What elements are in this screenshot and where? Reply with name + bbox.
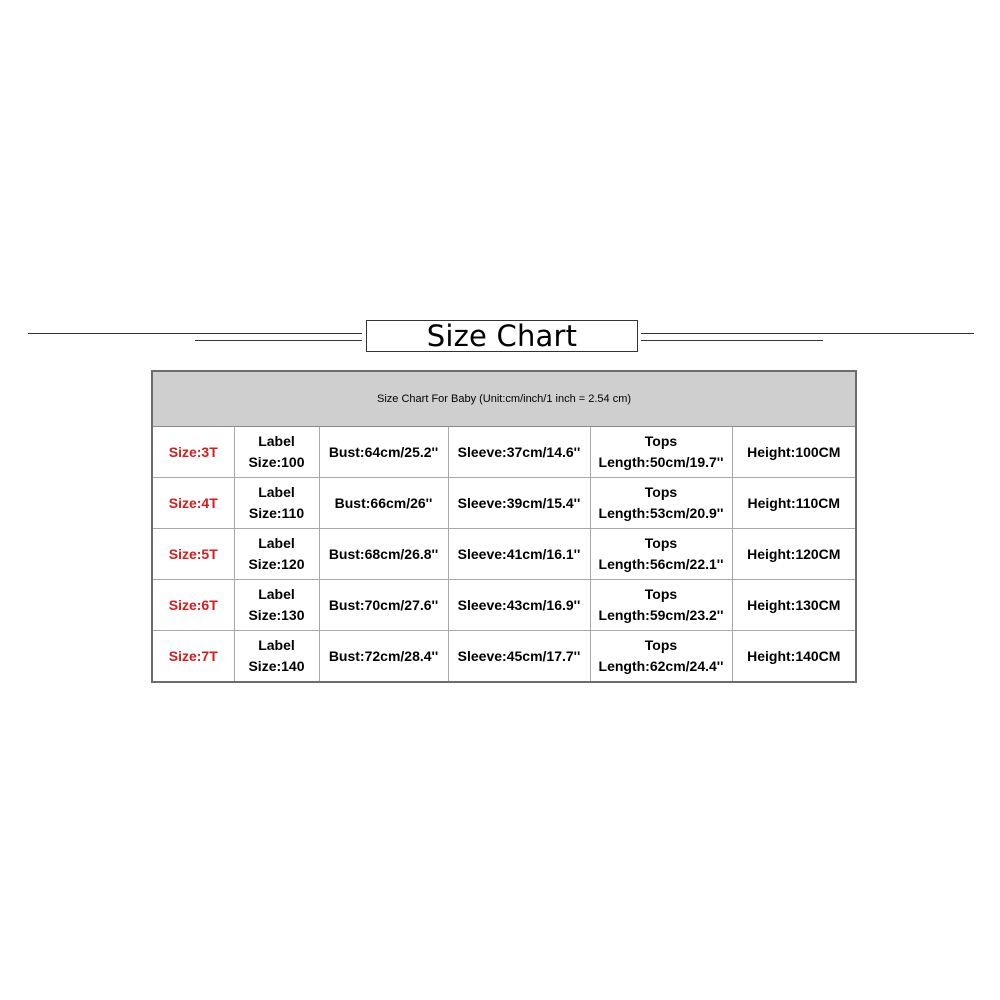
- bust-cell: Bust:66cm/26'': [319, 478, 448, 529]
- size-chart-banner: [0, 0, 1000, 370]
- size-cell: Size:3T: [152, 427, 234, 478]
- page-title: Size Chart: [426, 319, 578, 353]
- divider-line: [195, 340, 362, 341]
- tops-line: Tops: [644, 484, 678, 500]
- tops-length-value: Length:56cm/22.1'': [598, 556, 724, 572]
- bust-cell: Bust:70cm/27.6'': [319, 580, 448, 631]
- table-row: [152, 529, 856, 580]
- label-line: Label: [258, 433, 295, 449]
- title-box: [366, 320, 638, 352]
- label-size-value: Size:110: [248, 505, 305, 521]
- sleeve-cell: Sleeve:45cm/17.7'': [448, 631, 590, 683]
- height-cell: Height:140CM: [732, 631, 856, 683]
- size-cell: Size:4T: [152, 478, 234, 529]
- sleeve-cell: Sleeve:43cm/16.9'': [448, 580, 590, 631]
- label-size-cell: [234, 427, 319, 478]
- table-row: [152, 580, 856, 631]
- tops-length-cell: [590, 478, 732, 529]
- size-cell: Size:5T: [152, 529, 234, 580]
- bust-cell: Bust:68cm/26.8'': [319, 529, 448, 580]
- tops-length-value: Length:62cm/24.4'': [598, 658, 724, 674]
- divider-line: [641, 333, 974, 334]
- sleeve-cell: Sleeve:41cm/16.1'': [448, 529, 590, 580]
- size-cell: Size:6T: [152, 580, 234, 631]
- caption-row: [152, 371, 856, 427]
- tops-length-value: Length:50cm/19.7'': [598, 454, 724, 470]
- label-size-value: Size:100: [248, 454, 305, 470]
- label-size-cell: [234, 529, 319, 580]
- label-size-cell: [234, 580, 319, 631]
- label-size-cell: [234, 478, 319, 529]
- label-size-value: Size:120: [248, 556, 305, 572]
- label-size-value: Size:140: [248, 658, 305, 674]
- label-line: Label: [258, 586, 295, 602]
- bust-cell: Bust:72cm/28.4'': [319, 631, 448, 683]
- size-cell: Size:7T: [152, 631, 234, 683]
- divider-line: [28, 333, 362, 334]
- height-cell: Height:130CM: [732, 580, 856, 631]
- table-caption: Size Chart For Baby (Unit:cm/inch/1 inch = 2.54 cm): [152, 371, 856, 427]
- tops-line: Tops: [644, 535, 678, 551]
- sleeve-cell: Sleeve:37cm/14.6'': [448, 427, 590, 478]
- tops-line: Tops: [644, 433, 678, 449]
- table-row: [152, 427, 856, 478]
- sleeve-cell: Sleeve:39cm/15.4'': [448, 478, 590, 529]
- label-size-cell: [234, 631, 319, 683]
- height-cell: Height:120CM: [732, 529, 856, 580]
- tops-length-cell: [590, 427, 732, 478]
- tops-length-value: Length:59cm/23.2'': [598, 607, 724, 623]
- table-row: [152, 478, 856, 529]
- tops-length-cell: [590, 580, 732, 631]
- label-line: Label: [258, 637, 295, 653]
- bust-cell: Bust:64cm/25.2'': [319, 427, 448, 478]
- table-row: [152, 631, 856, 683]
- label-size-value: Size:130: [248, 607, 305, 623]
- divider-line: [641, 340, 823, 341]
- label-line: Label: [258, 484, 295, 500]
- size-chart-table: [151, 370, 857, 683]
- label-line: Label: [258, 535, 295, 551]
- tops-line: Tops: [644, 637, 678, 653]
- tops-length-cell: [590, 529, 732, 580]
- height-cell: Height:100CM: [732, 427, 856, 478]
- height-cell: Height:110CM: [732, 478, 856, 529]
- tops-length-cell: [590, 631, 732, 683]
- tops-length-value: Length:53cm/20.9'': [598, 505, 724, 521]
- tops-line: Tops: [644, 586, 678, 602]
